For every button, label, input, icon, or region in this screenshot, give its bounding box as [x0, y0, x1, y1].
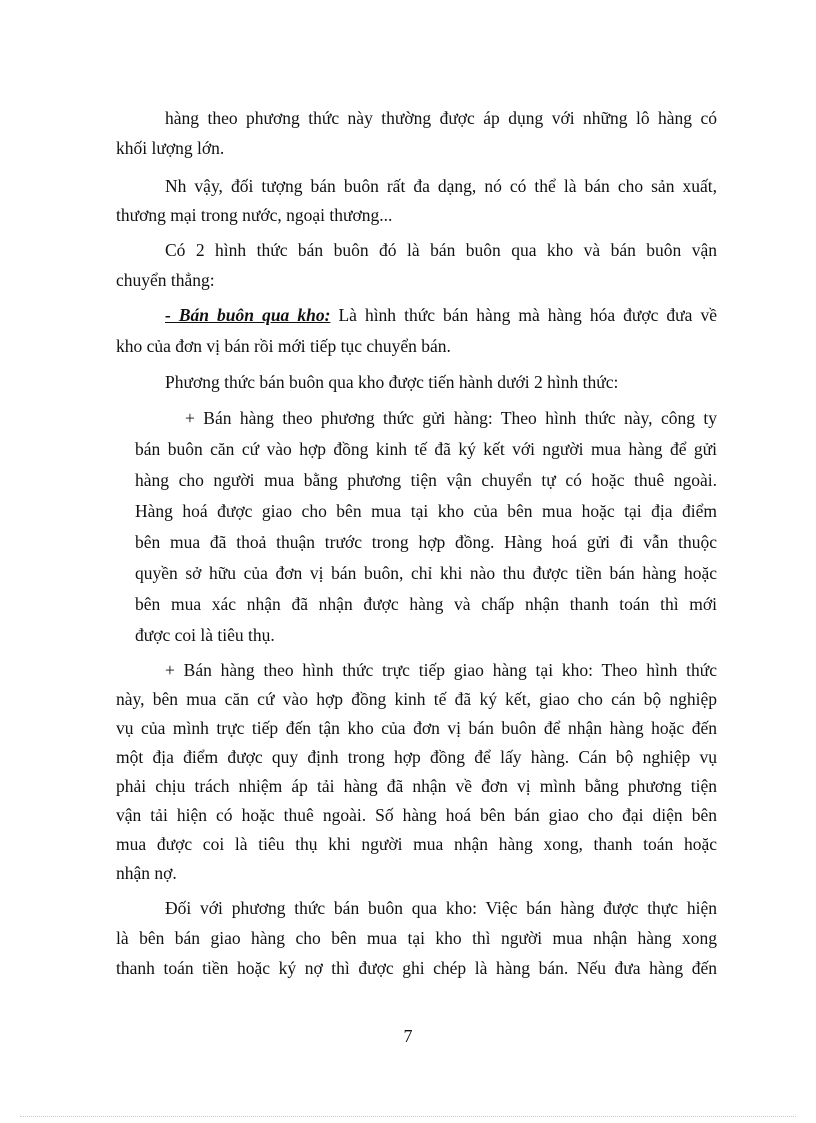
paragraph-line: vận tải hiện có hoặc thuê ngoài. Số hàng hoá bên bán giao cho đại diện bên: [116, 805, 717, 825]
paragraph-line: hàng cho người mua bằng phương tiện vận chuyển tự có hoặc thuê ngoài.: [135, 470, 717, 490]
page-number: 7: [403, 1026, 413, 1046]
paragraph-line: Đối với phương thức bán buôn qua kho: Việc bán hàng được thực hiện: [165, 898, 717, 918]
paragraph-line: vụ của mình trực tiếp đến tận kho của đơn vị bán buôn để nhận hàng hoặc đến: [116, 718, 717, 738]
paragraph-line: chuyển thẳng:: [116, 270, 215, 290]
section-heading: - Bán buôn qua kho:: [165, 305, 331, 325]
paragraph-line: hàng theo phương thức này thường được áp dụng với những lô hàng có: [165, 108, 717, 128]
paragraph-line: [165, 305, 717, 326]
paragraph-line: là bên bán giao hàng cho bên mua tại kho thì người mua nhận hàng xong: [116, 928, 717, 948]
paragraph-line: một địa điểm được quy định trong hợp đồng để lấy hàng. Cán bộ nghiệp vụ: [116, 747, 717, 767]
paragraph-line: Hàng hoá được giao cho bên mua tại kho của bên mua hoặc tại địa điểm: [135, 501, 717, 521]
paragraph-line: phải chịu trách nhiệm áp tải hàng đã nhận về đơn vị mình bằng phương tiện: [116, 776, 717, 796]
paragraph-line: kho của đơn vị bán rồi mới tiếp tục chuyển bán.: [116, 336, 451, 356]
paragraph-line: khối lượng lớn.: [116, 138, 225, 158]
paragraph-line: bán buôn căn cứ vào hợp đồng kinh tế đã ký kết với người mua hàng để gửi: [135, 439, 717, 459]
paragraph-line: mua được coi là tiêu thụ khi người mua nhận hàng xong, thanh toán hoặc: [116, 834, 717, 854]
paragraph-line: thương mại trong nước, ngoại thương...: [116, 205, 393, 225]
page-bottom-divider: [20, 1116, 796, 1117]
paragraph-line: bên mua xác nhận đã nhận được hàng và chấp nhận thanh toán thì mới: [135, 594, 717, 614]
paragraph-line: + Bán hàng theo phương thức gửi hàng: Theo hình thức này, công ty: [185, 408, 717, 428]
paragraph-line: thanh toán tiền hoặc ký nợ thì được ghi chép là hàng bán. Nếu đưa hàng đến: [116, 958, 717, 978]
paragraph-line: Có 2 hình thức bán buôn đó là bán buôn qua kho và bán buôn vận: [165, 240, 717, 260]
paragraph-line: Nh vậy, đối tượng bán buôn rất đa dạng, nó có thể là bán cho sản xuất,: [165, 176, 717, 196]
paragraph-line: nhận nợ.: [116, 863, 177, 883]
paragraph-line: + Bán hàng theo hình thức trực tiếp giao hàng tại kho: Theo hình thức: [165, 660, 717, 680]
paragraph-line: được coi là tiêu thụ.: [135, 625, 275, 645]
heading-continuation: Là hình thức bán hàng mà hàng hóa được đưa về: [330, 305, 717, 325]
paragraph-line: bên mua đã thoả thuận trước trong hợp đồng. Hàng hoá gửi đi vẫn thuộc: [135, 532, 717, 552]
paragraph-line: quyền sở hữu của đơn vị bán buôn, chỉ khi nào thu được tiền bán hàng hoặc: [135, 563, 717, 583]
paragraph-line: này, bên mua căn cứ vào hợp đồng kinh tế đã ký kết, giao cho cán bộ nghiệp: [116, 689, 717, 709]
paragraph-line: Phương thức bán buôn qua kho được tiến hành dưới 2 hình thức:: [165, 372, 619, 392]
